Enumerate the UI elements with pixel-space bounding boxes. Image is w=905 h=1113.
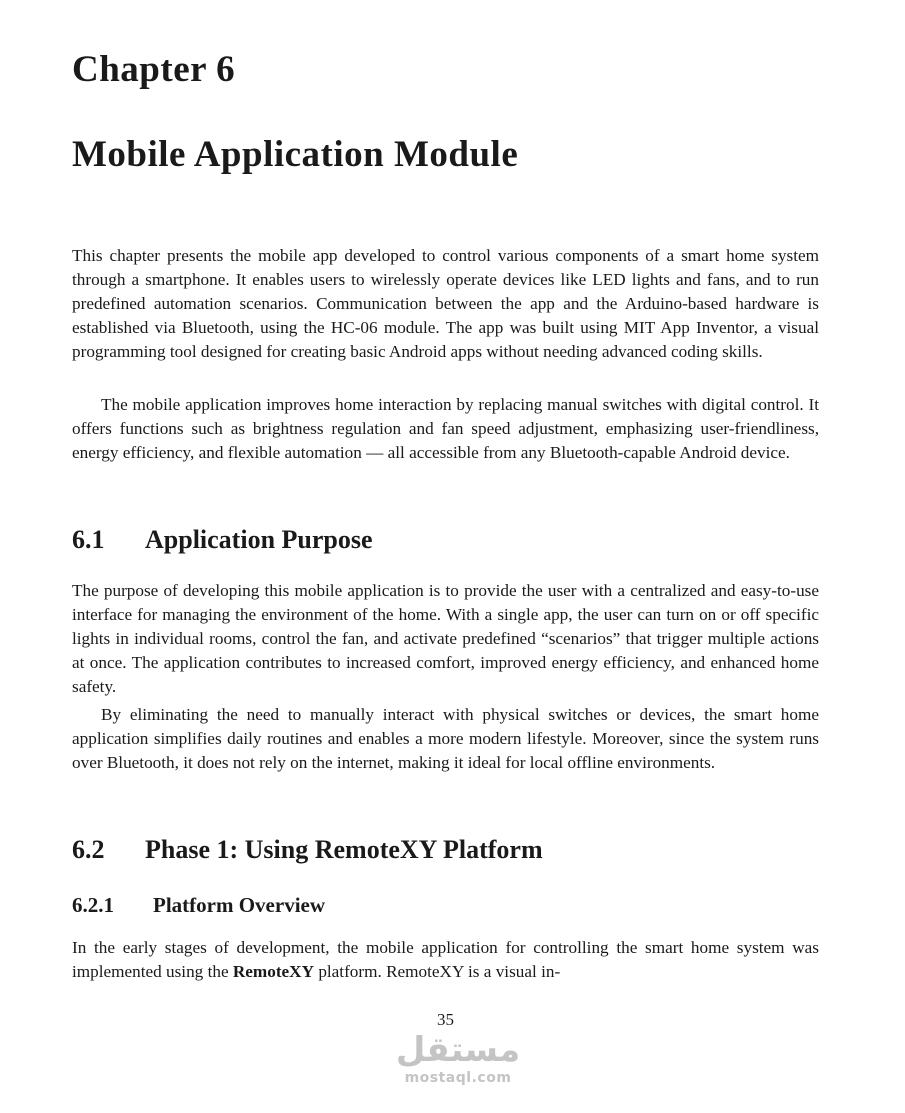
chapter-label: Chapter 6 [72,49,236,90]
watermark-logo: مستقل [395,1030,521,1070]
subsection-heading-6-2-1 [72,893,325,918]
paragraph-text-after: platform. RemoteXY is a visual in- [314,962,561,981]
intro-paragraph-2: The mobile application improves home interaction by replacing manual switches with digital control. It offers functions such as brightness regulation and fan speed adjustment, emphasizing user-friendliness, energy efficiency, and flexible automation — all accessible from any Bluetooth-capable Android device. [72,395,819,462]
section-title: Phase 1: Using RemoteXY Platform [145,835,543,864]
intro-paragraph-1: This chapter presents the mobile app developed to control various components of a smart home system through a smartphone. It enables users to wirelessly operate devices like LED lights and fans, and to run predefined automation scenarios. Communication between the app and the Arduino-based hardware is established via Bluetooth, using the HC-06 module. The app was built using MIT App Inventor, a visual programming tool designed for creating basic Android apps without needing advanced coding skills. [72,246,819,361]
watermark-url: mostaql.com [404,1070,512,1086]
platform-overview-paragraph [72,936,819,984]
purpose-paragraph-2: By eliminating the need to manually interact with physical switches or devices, the smart home application simplifies daily routines and enables a more modern lifestyle. Moreover, since the system runs over Bluetooth, it does not rely on the internet, making it ideal for local offline environments. [72,705,819,772]
section-heading-6-2 [72,835,543,865]
section-heading-6-1 [72,525,373,555]
subsection-number: 6.2.1 [72,893,114,917]
section-number: 6.2 [72,835,105,864]
section-title: Application Purpose [145,525,373,554]
mostaql-watermark [378,1030,538,1086]
subsection-title: Platform Overview [153,893,326,917]
section-number: 6.1 [72,525,105,554]
chapter-title: Mobile Application Module [72,134,519,175]
purpose-paragraph-1: The purpose of developing this mobile application is to provide the user with a centralized and easy-to-use interface for managing the environment of the home. With a single app, the user can turn on or off specific lights in individual rooms, control the fan, and activate predefined “scenarios” that trigger multiple actions at once. The application contributes to increased comfort, improved energy efficiency, and enhanced home safety. [72,581,819,696]
paragraph-text-before: In the early stages of development, the mobile application for controlling the smart home system was implemented using the [72,938,819,981]
page-number: 35 [437,1010,454,1029]
remotexy-bold-term: RemoteXY [232,962,315,981]
